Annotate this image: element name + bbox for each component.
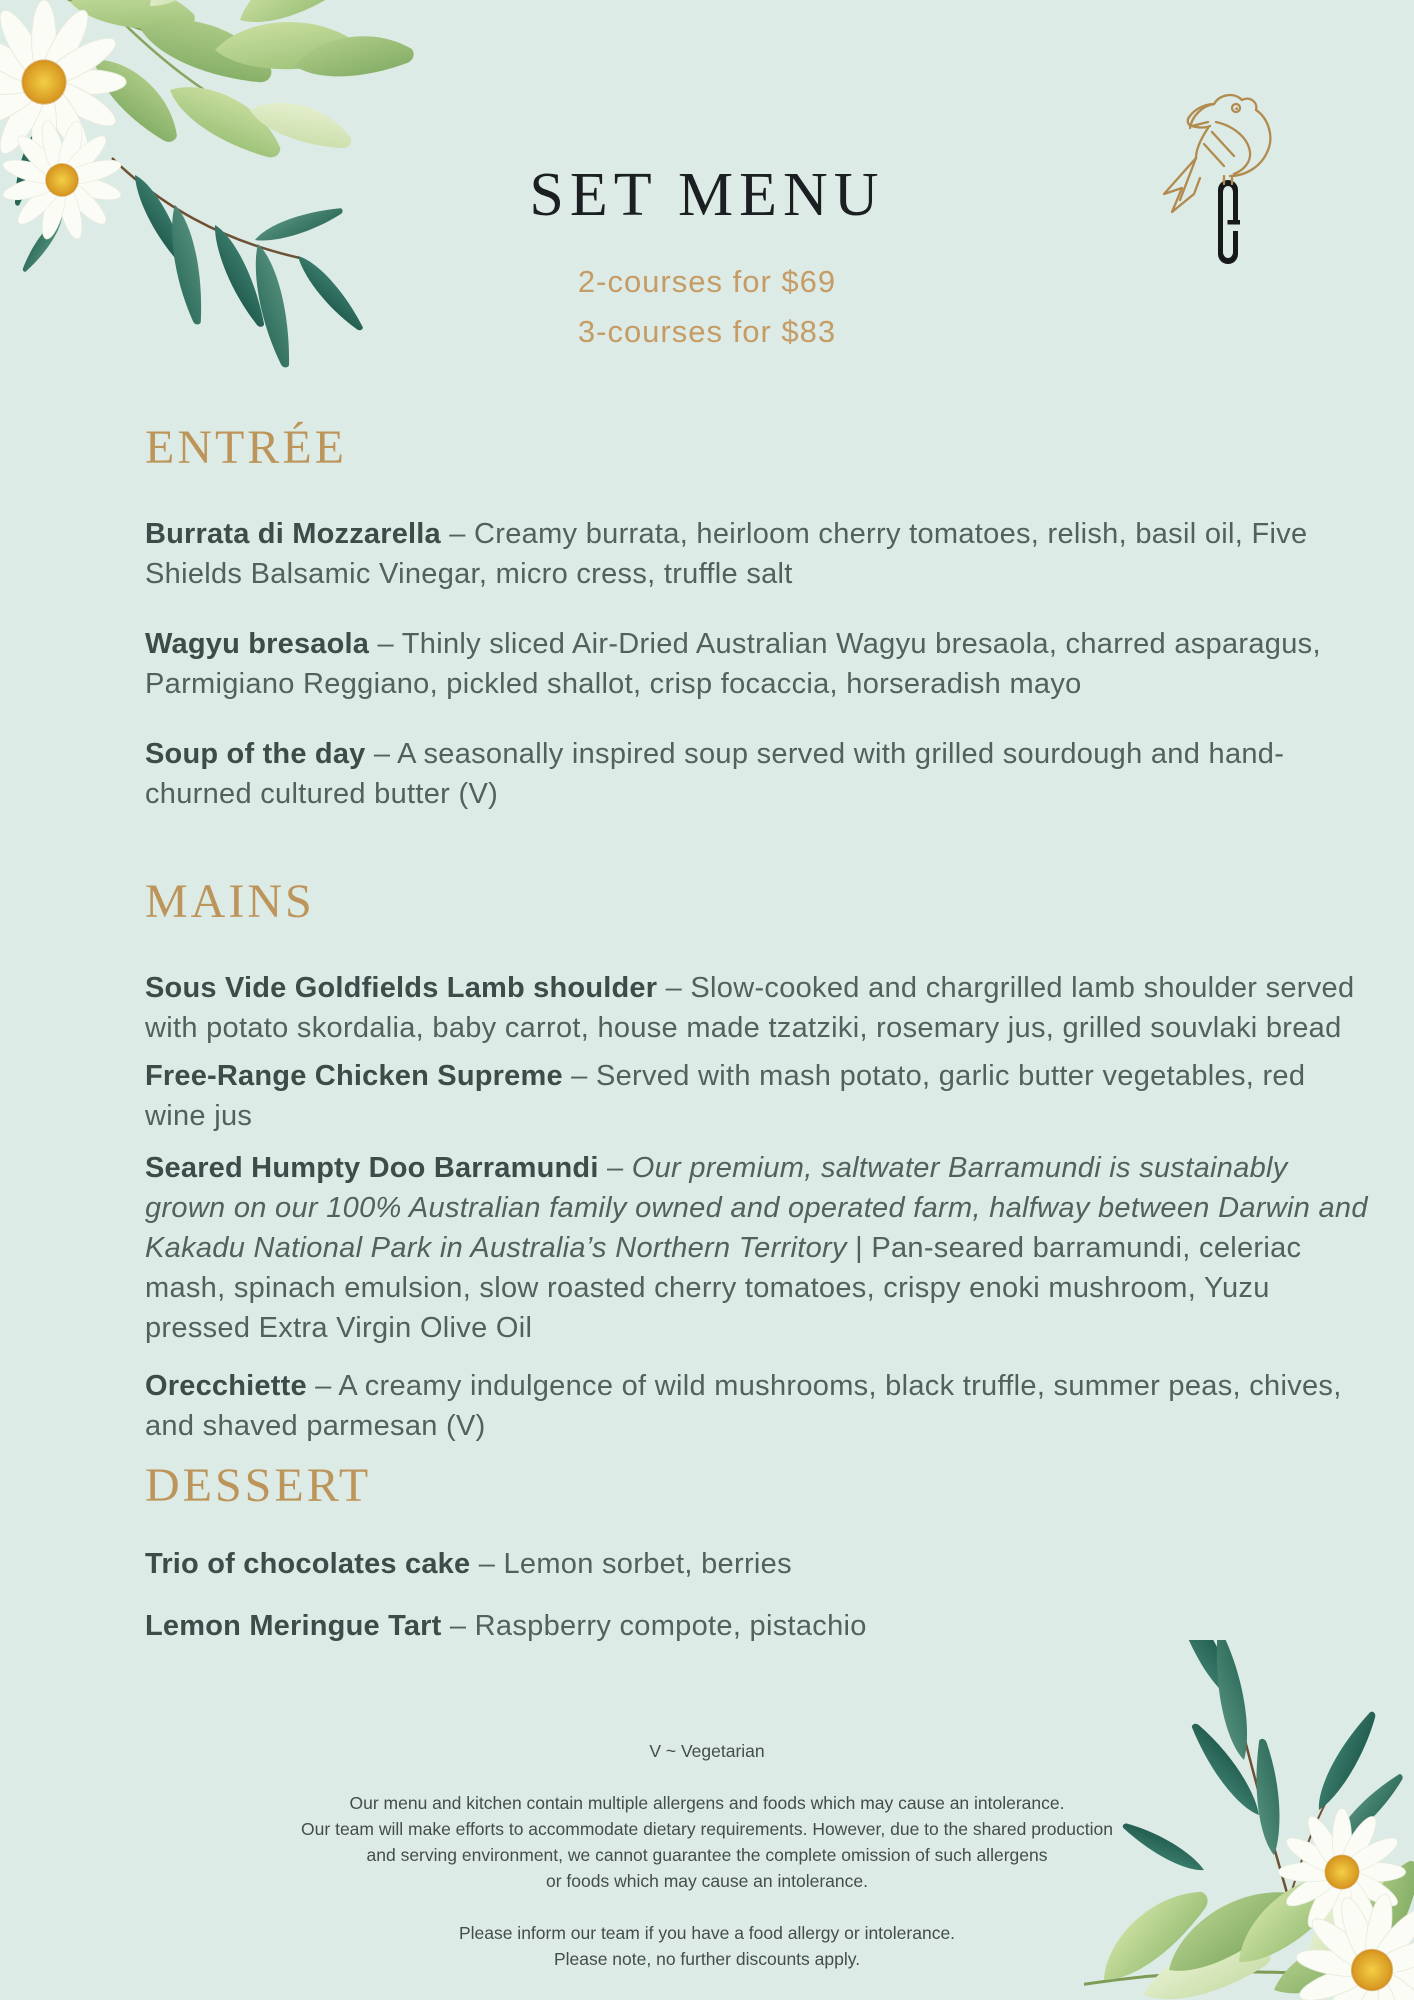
- menu-item-lemon-meringue-tart: [145, 1606, 1370, 1646]
- menu-item-description: Raspberry compote, pistachio: [474, 1610, 867, 1642]
- menu-item-description: Creamy burrata, heirloom cherry tomatoes, relish, basil oil, Five Shields Balsamic Vinegar, micro cress, truffle salt: [145, 518, 1308, 590]
- dash-separator: –: [377, 628, 394, 660]
- menu-item-chicken-supreme: [145, 1056, 1370, 1136]
- menu-item-name: Free-Range Chicken Supreme: [145, 1060, 563, 1092]
- allergen-line: Our menu and kitchen contain multiple allergens and foods which may cause an intolerance.: [349, 1793, 1065, 1813]
- pricing-line-2-courses: 2-courses for $69: [577, 264, 837, 299]
- allergy-notice: [237, 1920, 1177, 1972]
- menu-item-barramundi: [145, 1148, 1370, 1348]
- menu-item-soup-of-the-day: [145, 734, 1370, 814]
- page-title: SET MENU: [529, 161, 885, 229]
- section-heading-dessert: DESSERT: [145, 1459, 372, 1512]
- menu-item-description: Slow-cooked and chargrilled lamb shoulder served with potato skordalia, baby carrot, house made tzatziki, rosemary jus, grilled souvlaki bread: [145, 972, 1355, 1044]
- menu-footer: [0, 1738, 1414, 1972]
- menu-item-name: Orecchiette: [145, 1370, 307, 1402]
- menu-header: [0, 160, 1414, 357]
- menu-item-name: Burrata di Mozzarella: [145, 518, 441, 550]
- dash-separator: –: [665, 972, 683, 1004]
- dash-separator: –: [606, 1152, 624, 1184]
- menu-item-description: A seasonally inspired soup served with grilled sourdough and hand-churned cultured butter (V): [145, 738, 1285, 810]
- section-heading-mains: MAINS: [145, 875, 315, 928]
- menu-item-description: Lemon sorbet, berries: [503, 1548, 792, 1580]
- dash-separator: –: [315, 1370, 332, 1402]
- notice-line: Please inform our team if you have a food allergy or intolerance.: [458, 1923, 956, 1943]
- pricing-line-3-courses: 3-courses for $83: [577, 314, 837, 349]
- section-heading-entree: ENTRÉE: [145, 421, 347, 474]
- section-mains: [145, 876, 1370, 1446]
- menu-item-description: Served with mash potato, garlic butter vegetables, red wine jus: [145, 1060, 1306, 1132]
- allergen-line: and serving environment, we cannot guarantee the complete omission of such allergens: [366, 1845, 1048, 1865]
- menu-item-wagyu-bresaola: [145, 624, 1370, 704]
- section-dessert: [145, 1460, 1370, 1646]
- menu-item-description: | Pan-seared barramundi, celeriac mash, spinach emulsion, slow roasted cherry tomatoes, crispy enoki mushroom, Yuzu pressed Extra Virgin Olive Oil: [145, 1232, 1302, 1344]
- menu-item-name: Soup of the day: [145, 738, 366, 770]
- menu-body: [145, 422, 1370, 1646]
- dash-separator: –: [449, 1610, 467, 1642]
- dash-separator: –: [571, 1060, 588, 1092]
- dash-separator: –: [449, 518, 466, 550]
- pricing-lines: [0, 257, 1414, 357]
- menu-item-description: A creamy indulgence of wild mushrooms, black truffle, summer peas, chives, and shaved parmesan (V): [145, 1370, 1342, 1442]
- dash-separator: –: [373, 738, 391, 770]
- menu-item-trio-of-chocolates: [145, 1544, 1370, 1584]
- menu-item-burrata: [145, 514, 1370, 594]
- allergen-line: Our team will make efforts to accommodate dietary requirements. However, due to the shared production: [301, 1819, 1113, 1839]
- menu-item-orecchiette: [145, 1366, 1370, 1446]
- vegetarian-legend: V ~ Vegetarian: [649, 1741, 765, 1761]
- menu-item-name: Lemon Meringue Tart: [145, 1610, 442, 1642]
- menu-item-name: Seared Humpty Doo Barramundi: [145, 1152, 599, 1184]
- menu-item-lamb-shoulder: [145, 968, 1370, 1048]
- menu-item-name: Trio of chocolates cake: [145, 1548, 471, 1580]
- menu-item-description: Thinly sliced Air-Dried Australian Wagyu bresaola, charred asparagus, Parmigiano Reggiano, pickled shallot, crisp focaccia, horseradish mayo: [145, 628, 1321, 700]
- notice-line: Please note, no further discounts apply.: [553, 1949, 861, 1969]
- allergen-disclaimer: [237, 1790, 1177, 1894]
- section-entree: [145, 422, 1370, 814]
- menu-item-name: Wagyu bresaola: [145, 628, 370, 660]
- menu-item-name: Sous Vide Goldfields Lamb shoulder: [145, 972, 658, 1004]
- dash-separator: –: [478, 1548, 496, 1580]
- menu-item-description-provenance: Our premium, saltwater Barramundi is sustainably grown on our 100% Australian family owned and operated farm, halfway between Darwin and Kakadu National Park in Australia’s Northern Territory: [145, 1152, 1368, 1264]
- allergen-line: or foods which may cause an intolerance.: [546, 1871, 868, 1891]
